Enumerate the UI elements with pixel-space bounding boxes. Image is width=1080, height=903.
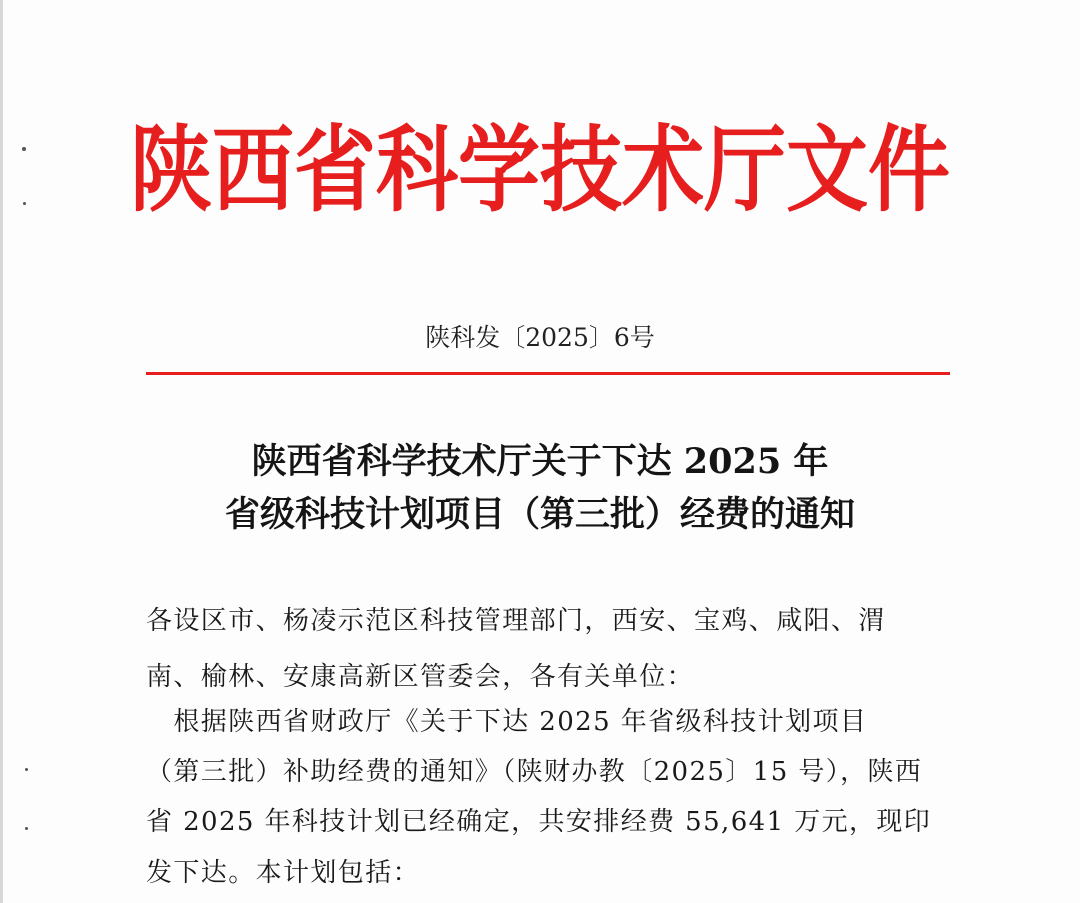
red-separator-line [146,372,950,375]
body-line: 根据陕西省财政厅《关于下达 2025 年省级科技计划项目 [146,707,868,737]
body-line: 发下达。本计划包括： [146,858,421,888]
scan-speck [25,768,28,771]
scan-speck [25,827,28,830]
body-line: 省 2025 年科技计划已经确定，共安排经费 55,641 万元，现印 [146,807,932,837]
document-number: 陕科发〔2025〕6号 [425,323,655,352]
body-line: （第三批）补助经费的通知》（陕财办教〔2025〕15 号），陕西 [146,757,923,787]
notice-title-line-1: 陕西省科学技术厅关于下达 2025 年 [251,441,829,482]
notice-title-line-2: 省级科技计划项目（第三批）经费的通知 [224,494,855,535]
body-line: 各设区市、杨凌示范区科技管理部门，西安、宝鸡、咸阳、渭 [146,606,886,636]
issuing-authority-header: 陕西省科学技术厅文件 [129,117,950,226]
body-line: 南、榆林、安康高新区管委会，各有关单位： [146,662,695,692]
